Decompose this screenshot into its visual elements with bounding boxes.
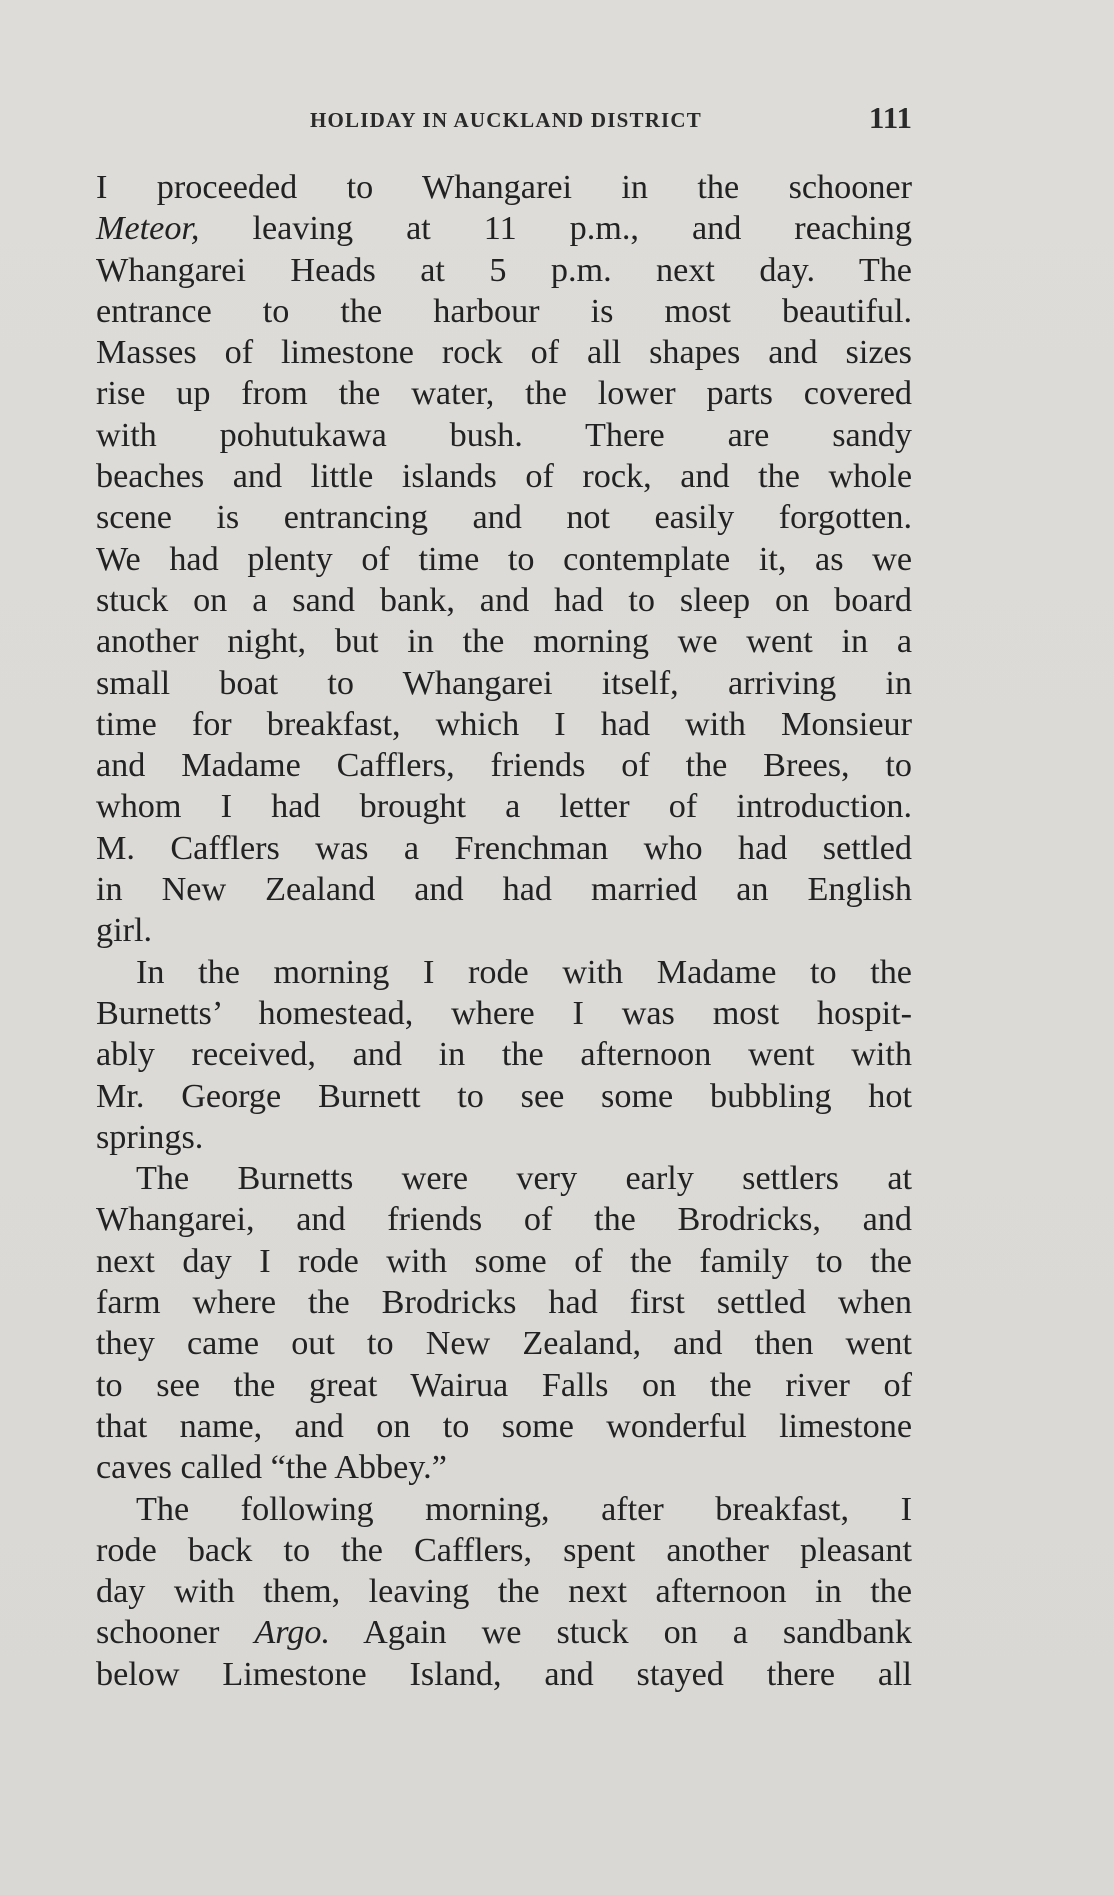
text-line (96, 1612, 912, 1653)
text-fragment: leaving at 11 p.m., and reaching (199, 210, 912, 248)
text-line: they came out to New Zealand, and then went (96, 1325, 912, 1363)
text-line: We had plenty of time to contemplate it, as we (96, 540, 912, 578)
text-line: The following morning, after breakfast, I (136, 1490, 912, 1528)
text-line: next day I rode with some of the family to the (96, 1242, 912, 1280)
body-text (96, 167, 912, 1695)
text-line (96, 208, 912, 249)
chapter-running-title: HOLIDAY IN AUCKLAND DISTRICT (309, 108, 703, 132)
text-line: Mr. George Burnett to see some bubbling hot (96, 1077, 912, 1115)
text-line: The Burnetts were very early settlers at (136, 1160, 912, 1198)
text-line: small boat to Whangarei itself, arriving in (96, 664, 912, 702)
text-line: ably received, and in the afternoon went with (96, 1036, 912, 1074)
text-line: day with them, leaving the next afternoon in the (96, 1573, 912, 1611)
text-line: Masses of limestone rock of all shapes and sizes (96, 334, 912, 372)
text-line: rode back to the Cafflers, spent another pleasant (96, 1531, 912, 1569)
text-line: and Madame Cafflers, friends of the Brees, to (96, 747, 912, 785)
text-line: Whangarei Heads at 5 p.m. next day. The (96, 251, 912, 289)
text-line: In the morning I rode with Madame to the (136, 953, 912, 991)
page-number: 111 (868, 100, 912, 135)
text-line: another night, but in the morning we went in a (96, 623, 912, 661)
text-line: whom I had brought a letter of introduction. (96, 788, 912, 826)
text-line: time for breakfast, which I had with Monsieur (96, 705, 912, 743)
text-line: rise up from the water, the lower parts covered (96, 375, 912, 413)
text-line: entrance to the harbour is most beautiful. (96, 292, 912, 330)
text-line: below Limestone Island, and stayed there all (96, 1655, 912, 1693)
ship-name: Meteor, (96, 210, 200, 248)
text-line: caves called “the Abbey.” (96, 1449, 447, 1487)
ship-name: Argo. (254, 1614, 331, 1652)
text-line: to see the great Wairua Falls on the river of (96, 1366, 912, 1404)
text-line: that name, and on to some wonderful limestone (96, 1407, 912, 1445)
text-line: farm where the Brodricks had first settled when (96, 1284, 912, 1322)
text-line: M. Cafflers was a Frenchman who had settled (96, 829, 912, 867)
text-line: girl. (96, 912, 153, 950)
text-line: Burnetts’ homestead, where I was most hospit- (96, 994, 912, 1032)
running-head (96, 100, 912, 140)
text-line: scene is entrancing and not easily forgotten. (96, 499, 912, 537)
text-fragment: schooner (96, 1614, 255, 1652)
text-line: stuck on a sand bank, and had to sleep on board (96, 581, 912, 619)
text-line: in New Zealand and had married an English (96, 871, 912, 909)
text-line: beaches and little islands of rock, and the whole (96, 458, 912, 496)
text-line: with pohutukawa bush. There are sandy (96, 416, 912, 454)
text-line: springs. (96, 1118, 204, 1156)
text-fragment: Again we stuck on a sandbank (330, 1614, 912, 1652)
text-line: Whangarei, and friends of the Brodricks, and (96, 1201, 912, 1239)
text-line: I proceeded to Whangarei in the schooner (96, 169, 912, 206)
